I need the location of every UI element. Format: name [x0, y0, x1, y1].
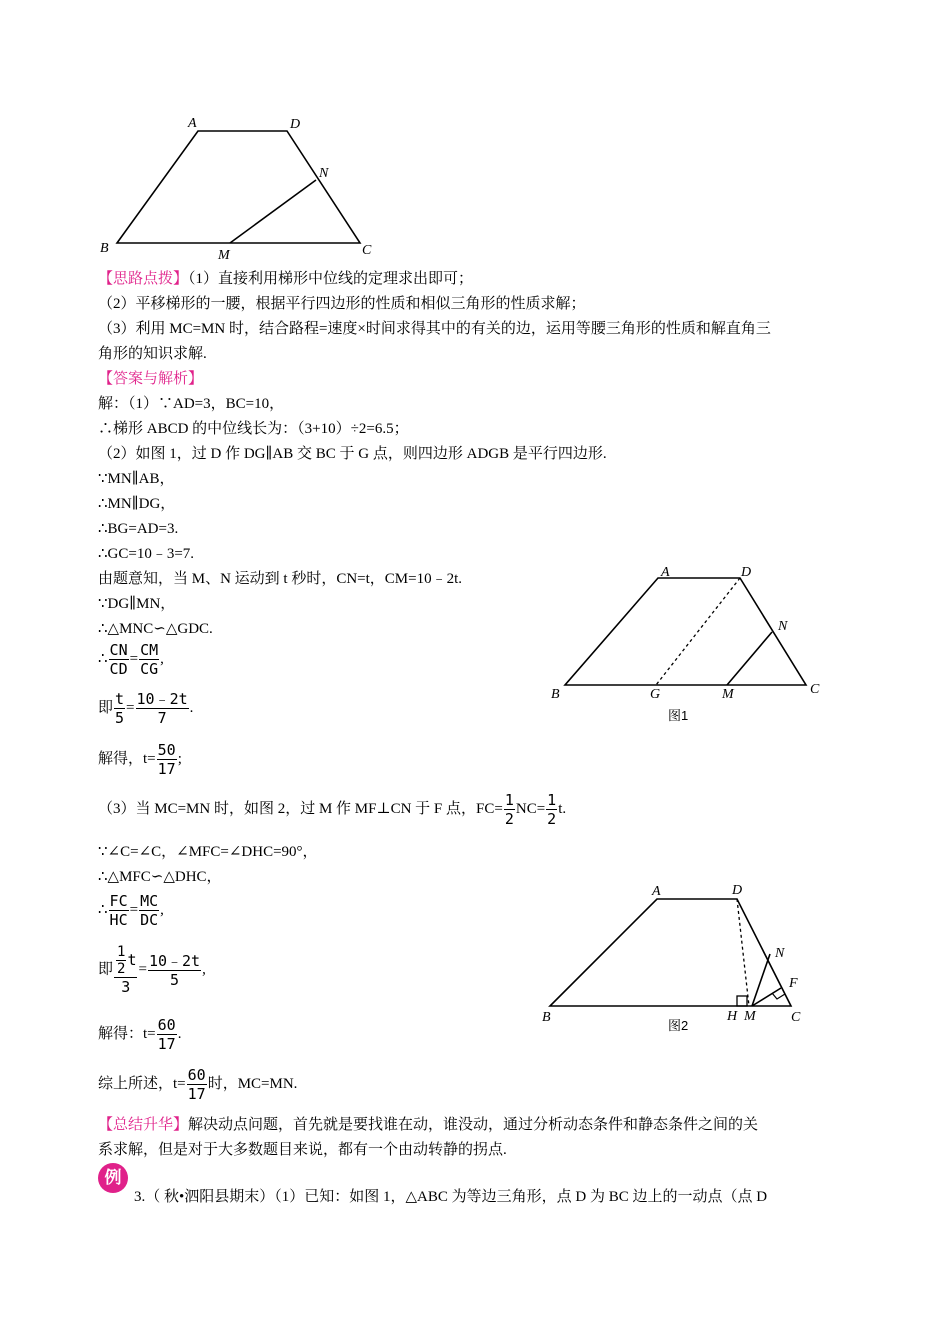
- label-a: A: [661, 565, 670, 580]
- part3-line: （3）当 MC=MN 时，如图 2，过 M 作 MF⊥CN 于 F 点，FC= $\frac{1}{2}$ NC= $\frac{1}{2}$ t.: [98, 791, 567, 828]
- answer-line: ∵MN∥AB，: [98, 471, 175, 487]
- label-d: D: [741, 565, 752, 580]
- label-m: M: [722, 687, 734, 702]
- hint-line-3: （3）利用 MC=MN 时，结合路程=速度×时间求得其中的有关的边，运用等腰三角形的性质和解直角三: [98, 321, 771, 337]
- label-n: N: [775, 946, 785, 961]
- equation-ratio-3: ∴ $\frac{FC}{HC}$ = $\frac{MC}{DC}$ ,: [98, 892, 164, 929]
- summary-line-1: 【总结升华】解决动点问题，首先就是要找谁在动，谁没动，通过分析动态条件和静态条件之间的关: [98, 1117, 759, 1133]
- answer-line: ∴BG=AD=3.: [98, 521, 179, 537]
- example-badge: 例: [98, 1163, 128, 1193]
- label-m: M: [218, 248, 230, 263]
- trapezoid-abcd-fig2: [550, 899, 791, 1006]
- answer-line: ∴MN∥DG，: [98, 496, 176, 512]
- answer-line: ∴△MFC∽△DHC，: [98, 869, 222, 885]
- answer-line: 解：（1）∵AD=3，BC=10，: [98, 396, 285, 412]
- answer-line: ∴GC=10﹣3=7.: [98, 546, 195, 562]
- segment-dh: [737, 899, 749, 1006]
- label-d: D: [732, 883, 743, 898]
- label-b: B: [542, 1010, 551, 1025]
- equation-solution-1: 解得，t= $\frac{50}{17}$ ;: [98, 741, 182, 778]
- example-text: 3.（ 秋•泗阳县期末）（1）已知：如图 1，△ABC 为等边三角形，点 D 为 BC 边上的一动点（点 D: [134, 1189, 768, 1205]
- equation-ratio-4: 即 $\frac{1}{2}$ t 3 = $\frac{10﹣2t}{5}$ ,: [98, 944, 206, 996]
- answer-title: 【答案与解析】: [98, 371, 204, 387]
- segment-mf: [752, 988, 781, 1006]
- answer-line: ∴△MNC∽△GDC.: [98, 621, 213, 637]
- label-c: C: [810, 682, 820, 697]
- label-c: C: [791, 1010, 801, 1025]
- summary-title: 【总结升华】: [98, 1117, 189, 1133]
- label-c: C: [362, 243, 372, 258]
- label-b: B: [100, 241, 109, 256]
- label-h: H: [727, 1009, 738, 1024]
- label-g: G: [650, 687, 661, 702]
- equation-ratio-1: ∴ $\frac{CN}{CD}$ = $\frac{CM}{CG}$ ,: [98, 641, 164, 678]
- label-b: B: [551, 687, 560, 702]
- figure-caption: 图2: [668, 1018, 689, 1033]
- summary-line-2: 系求解，但是对于大多数题目来说，都有一个由动转静的拐点.: [98, 1142, 507, 1158]
- answer-line: ∴梯形 ABCD 的中位线长为：（3+10）÷2=6.5；: [98, 421, 409, 437]
- equation-ratio-2: 即 $\frac{t}{5}$ = $\frac{10﹣2t}{7}$ .: [98, 690, 194, 727]
- answer-line: ∵DG∥MN，: [98, 596, 176, 612]
- equation-solution-2: 解得：t= $\frac{60}{17}$ .: [98, 1016, 182, 1053]
- conclusion-line: 综上所述，t= $\frac{60}{17}$ 时，MC=MN.: [98, 1066, 298, 1103]
- label-a: A: [188, 116, 197, 131]
- hint-line-4: 角形的知识求解.: [98, 346, 207, 362]
- hint-title: 【思路点拨】: [98, 271, 189, 287]
- label-a: A: [652, 884, 661, 899]
- answer-line: ∵∠C=∠C，∠MFC=∠DHC=90°，: [98, 844, 318, 860]
- label-n: N: [778, 619, 788, 634]
- label-d: D: [290, 117, 301, 132]
- label-f: F: [789, 976, 798, 991]
- hint-line-2: （2）平移梯形的一腰，根据平行四边形的性质和相似三角形的性质求解；: [98, 296, 586, 312]
- label-m: M: [744, 1009, 756, 1024]
- answer-line: （2）如图 1，过 D 作 DG∥AB 交 BC 于 G 点，则四边形 ADGB 是平行四边形.: [98, 446, 607, 462]
- label-n: N: [319, 166, 329, 181]
- segment-mn: [752, 954, 770, 1006]
- right-angle-h: [737, 996, 747, 1006]
- hint-line-1: 【思路点拨】（1）直接利用梯形中位线的定理求出即可；: [98, 271, 474, 287]
- answer-line: 由题意知，当 M、N 运动到 t 秒时，CN=t，CM=10﹣2t.: [98, 571, 463, 587]
- right-angle-f: [772, 993, 785, 999]
- figure-caption: 图1: [668, 708, 689, 723]
